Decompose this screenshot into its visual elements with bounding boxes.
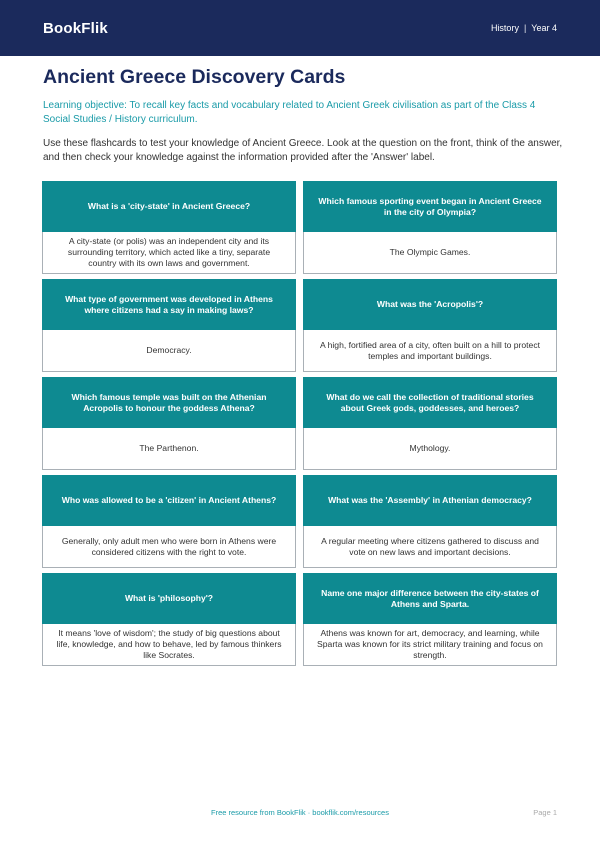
flashcard <box>303 573 557 666</box>
learning-objective: Learning objective: To recall key facts and vocabulary related to Ancient Greek civilisation as part of the Class 4 Social Studies / History curriculum. <box>43 100 536 125</box>
page-number: Page 1 <box>533 808 557 817</box>
card-question: What was the 'Assembly' in Athenian democracy? <box>303 475 557 526</box>
page-title: Ancient Greece Discovery Cards <box>43 66 346 88</box>
flashcard <box>303 377 557 470</box>
card-answer: A regular meeting where citizens gathered to discuss and vote on new laws and important decisions. <box>303 526 557 568</box>
card-question: What is a 'city-state' in Ancient Greece? <box>42 181 296 232</box>
card-question: Name one major difference between the city-states of Athens and Sparta. <box>303 573 557 624</box>
level-label: Year 4 <box>531 23 557 33</box>
card-answer: The Parthenon. <box>42 428 296 470</box>
flashcard <box>42 475 296 568</box>
subject-label: History <box>490 23 519 33</box>
flashcard <box>42 573 296 666</box>
card-answer: It means 'love of wisdom'; the study of big questions about life, knowledge, and how to behave, led by famous thinkers like Socrates. <box>42 624 296 666</box>
card-answer: A city-state (or polis) was an independent city and its surrounding territory, which acted like a tiny, separate country with its own laws and government. <box>42 232 296 274</box>
intro-text: Use these flashcards to test your knowledge of Ancient Greece. Look at the question on the front, think of the answer, and then check your knowledge against the information provided after the 'Answer' label. <box>43 138 563 163</box>
brand-logo: BookFlik <box>43 19 108 37</box>
flashcard <box>42 377 296 470</box>
card-answer: Democracy. <box>42 330 296 372</box>
flashcard <box>42 181 296 274</box>
card-question: Which famous temple was built on the Athenian Acropolis to honour the goddess Athena? <box>42 377 296 428</box>
flashcard <box>303 279 557 372</box>
page-footer <box>0 808 600 820</box>
card-question: What was the 'Acropolis'? <box>303 279 557 330</box>
card-question: What type of government was developed in Athens where citizens had a say in making laws? <box>42 279 296 330</box>
card-answer: Generally, only adult men who were born in Athens were considered citizens with the right to vote. <box>42 526 296 568</box>
meta-separator: | <box>523 23 527 33</box>
flashcard <box>303 475 557 568</box>
page-header <box>0 0 600 56</box>
card-answer: Mythology. <box>303 428 557 470</box>
card-question: Who was allowed to be a 'citizen' in Ancient Athens? <box>42 475 296 526</box>
card-answer: A high, fortified area of a city, often built on a hill to protect temples and important buildings. <box>303 330 557 372</box>
flashcard <box>42 279 296 372</box>
card-question: What do we call the collection of traditional stories about Greek gods, goddesses, and heroes? <box>303 377 557 428</box>
footer-source-link[interactable]: Free resource from BookFlik · bookflik.com/resources <box>211 808 389 817</box>
flashcard <box>303 181 557 274</box>
card-answer: Athens was known for art, democracy, and learning, while Sparta was known for its strict military training and focus on strength. <box>303 624 557 666</box>
card-answer: The Olympic Games. <box>303 232 557 274</box>
card-question: Which famous sporting event began in Ancient Greece in the city of Olympia? <box>303 181 557 232</box>
card-question: What is 'philosophy'? <box>42 573 296 624</box>
header-meta <box>491 23 557 33</box>
